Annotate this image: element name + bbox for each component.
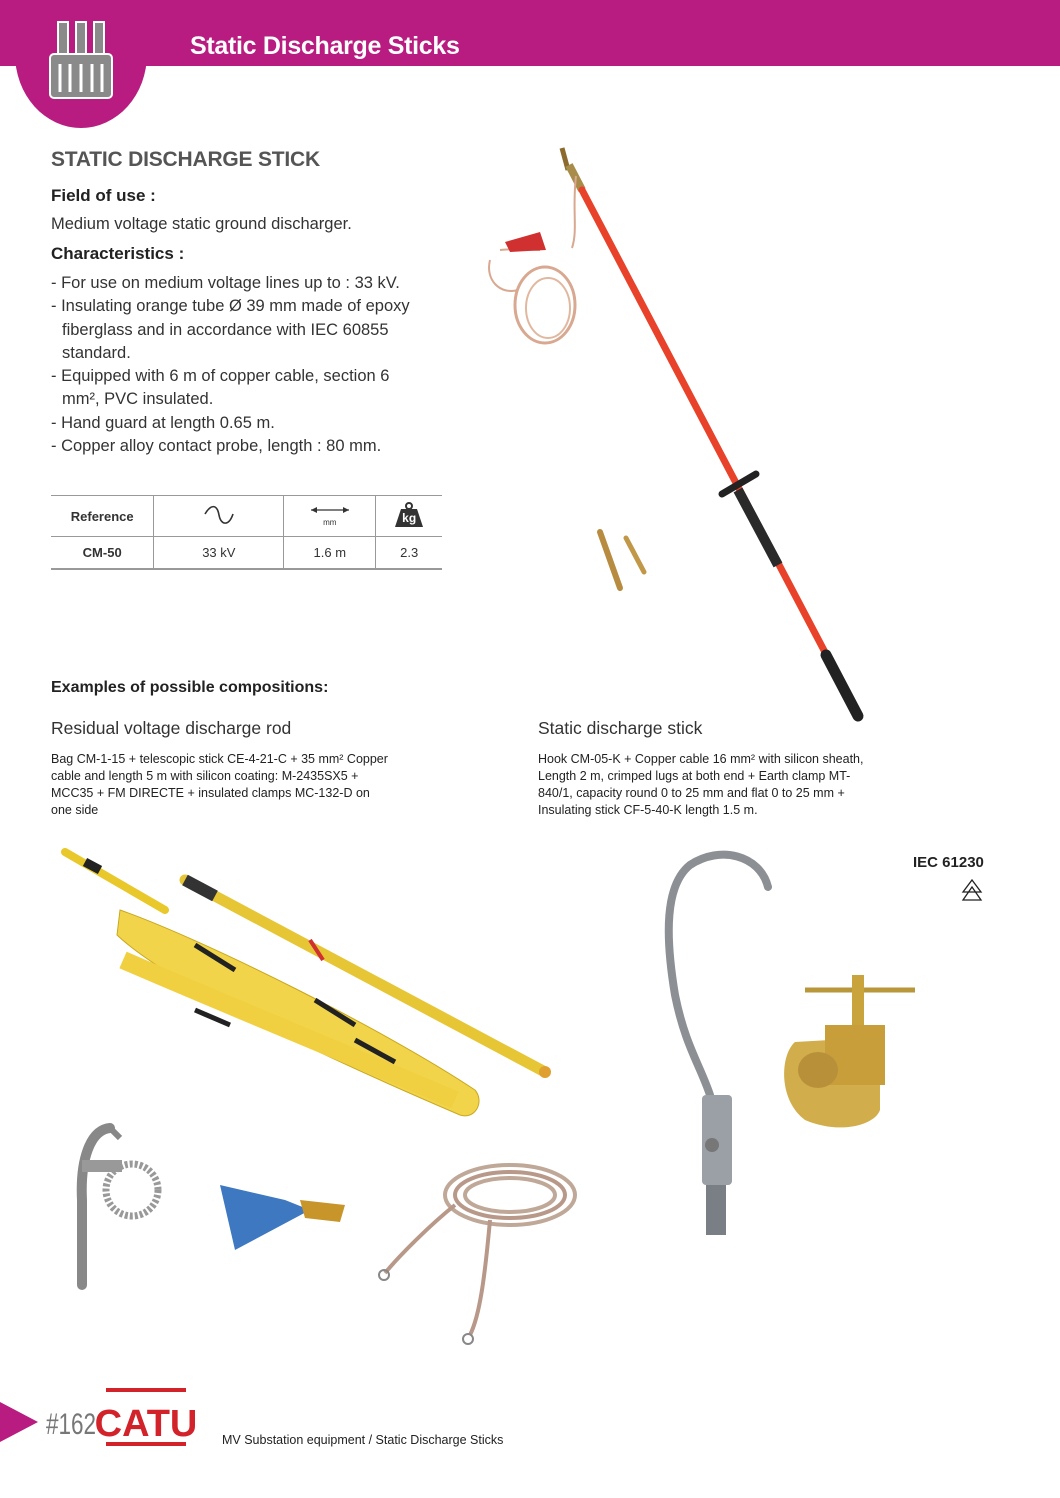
characteristic-item: - For use on medium voltage lines up to : 33 kV. xyxy=(51,274,400,292)
substation-icon xyxy=(44,18,118,104)
earth-clamp-image xyxy=(770,970,920,1140)
weight-unit: kg xyxy=(402,510,417,525)
ac-voltage-icon xyxy=(203,506,235,524)
example-right-text: Hook CM-05-K + Copper cable 16 mm² with silicon sheath, Length 2 m, crimped lugs at both end + Earth clamp MT-840/1, capacity round 0 to 25 mm and flat 0 to 25 mm + Insulating stick CF-5-40-K length 1.5 m. xyxy=(538,752,864,817)
example-right-title: Static discharge stick xyxy=(538,718,703,738)
hook-probe-image xyxy=(70,1120,170,1295)
examples-heading: Examples of possible compositions: xyxy=(51,679,329,696)
telescopic-stick-bag-image xyxy=(55,840,565,1140)
weight-cell: 2.3 xyxy=(376,537,442,570)
reference-cell: CM-50 xyxy=(51,537,154,570)
footer-arrow xyxy=(0,1402,38,1442)
voltage-cell: 33 kV xyxy=(154,537,284,570)
page-number: #162 xyxy=(46,1408,97,1441)
double-triangle-icon xyxy=(961,878,983,902)
example-left-title: Residual voltage discharge rod xyxy=(51,718,292,738)
weight-header xyxy=(376,496,442,537)
characteristic-item: - Hand guard at length 0.65 m. xyxy=(51,413,275,432)
field-of-use-text: Medium voltage static ground discharger. xyxy=(51,215,352,233)
table-row xyxy=(51,537,442,570)
catu-logo xyxy=(94,1388,198,1446)
hook-stick-image xyxy=(650,845,780,1255)
characteristic-item: - Insulating orange tube Ø 39 mm made of epoxy fiberglass and in accordance with IEC 60855 standard. xyxy=(51,297,410,362)
iec-standard-label: IEC 61230 xyxy=(913,854,984,871)
reference-header: Reference xyxy=(51,496,154,537)
product-title: STATIC DISCHARGE STICK xyxy=(51,148,320,171)
length-unit: mm xyxy=(323,518,337,527)
insulated-clamp-image xyxy=(215,1170,355,1260)
length-header xyxy=(284,496,376,537)
characteristic-item: - Copper alloy contact probe, length : 80 mm. xyxy=(51,437,382,456)
copper-cable-image xyxy=(370,1145,590,1355)
characteristic-item: - Equipped with 6 m of copper cable, section 6 mm², PVC insulated. xyxy=(51,367,390,409)
example-left-text: Bag CM-1-15 + telescopic stick CE-4-21-C + 35 mm² Copper cable and length 5 m with silicon coating: M-2435SX5 + MCC35 + FM DIRECTE + insulated clamps MC-132-D on one side xyxy=(51,752,388,817)
weight-icon xyxy=(393,502,425,528)
field-of-use-heading: Field of use : xyxy=(51,186,156,205)
discharge-stick-image xyxy=(460,120,930,740)
characteristics-heading: Characteristics : xyxy=(51,244,185,263)
header-banner xyxy=(0,0,1060,66)
voltage-header xyxy=(154,496,284,537)
page-header-title: Static Discharge Sticks xyxy=(190,32,460,60)
brand-name: CATU xyxy=(94,1403,198,1445)
reference-table xyxy=(51,495,442,570)
characteristics-list xyxy=(51,272,431,458)
length-cell: 1.6 m xyxy=(284,537,376,570)
footer-breadcrumb: MV Substation equipment / Static Discharge Sticks xyxy=(222,1433,504,1447)
